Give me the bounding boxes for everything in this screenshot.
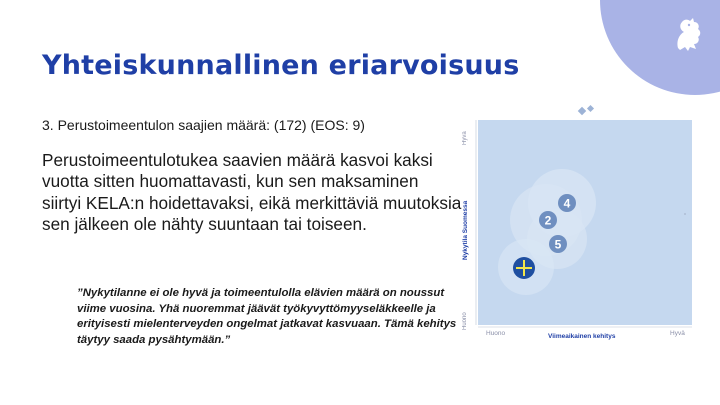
y-axis-top-label: Hyvä	[462, 131, 468, 145]
y-axis-bottom-label: Huono	[462, 312, 468, 330]
plus-icon	[513, 257, 535, 279]
y-axis-title: Nykytila Suomessa	[462, 200, 469, 260]
marker-2	[539, 211, 557, 229]
respondent-quote: ”Nykytilanne ei ole hyvä ja toimeentulolla elävien määrä on noussut viime vuosina. Yhä nuoremmat jäävät työkyvyttömyyseläkkeelle ja erityisesti mielenterveyden ongelmat jatkavat kasvuaan. Tämä kehitys täytyy saada pysähtymään.”	[77, 287, 457, 346]
marker-5	[549, 235, 567, 253]
summary-text: Perustoimeentulotukea saavien määrä kasvoi kaksi vuotta sitten huomattavasti, kun sen maksaminen siirtyi KELA:n hoidettavaksi, eikä merkittäviä muutoksia sen jälkeen ole nähty suuntaan tai toiseen.	[42, 150, 462, 234]
page-title: Yhteiskunnallinen eriarvoisuus	[42, 50, 520, 81]
x-axis-left-label: Huono	[486, 330, 506, 337]
svg-text:2: 2	[544, 213, 552, 228]
svg-text:5: 5	[554, 237, 562, 252]
x-axis-right-label: Hyvä	[670, 330, 685, 337]
lion-emblem-icon	[670, 14, 706, 54]
svg-text:4: 4	[563, 196, 571, 211]
x-axis-title: Viimeaikainen kehitys	[548, 333, 616, 340]
marker-4	[558, 194, 576, 212]
assessment-chart	[462, 100, 702, 350]
question-subtitle: 3. Perustoimeentulon saajien määrä: (172) (EOS: 9)	[42, 117, 365, 133]
